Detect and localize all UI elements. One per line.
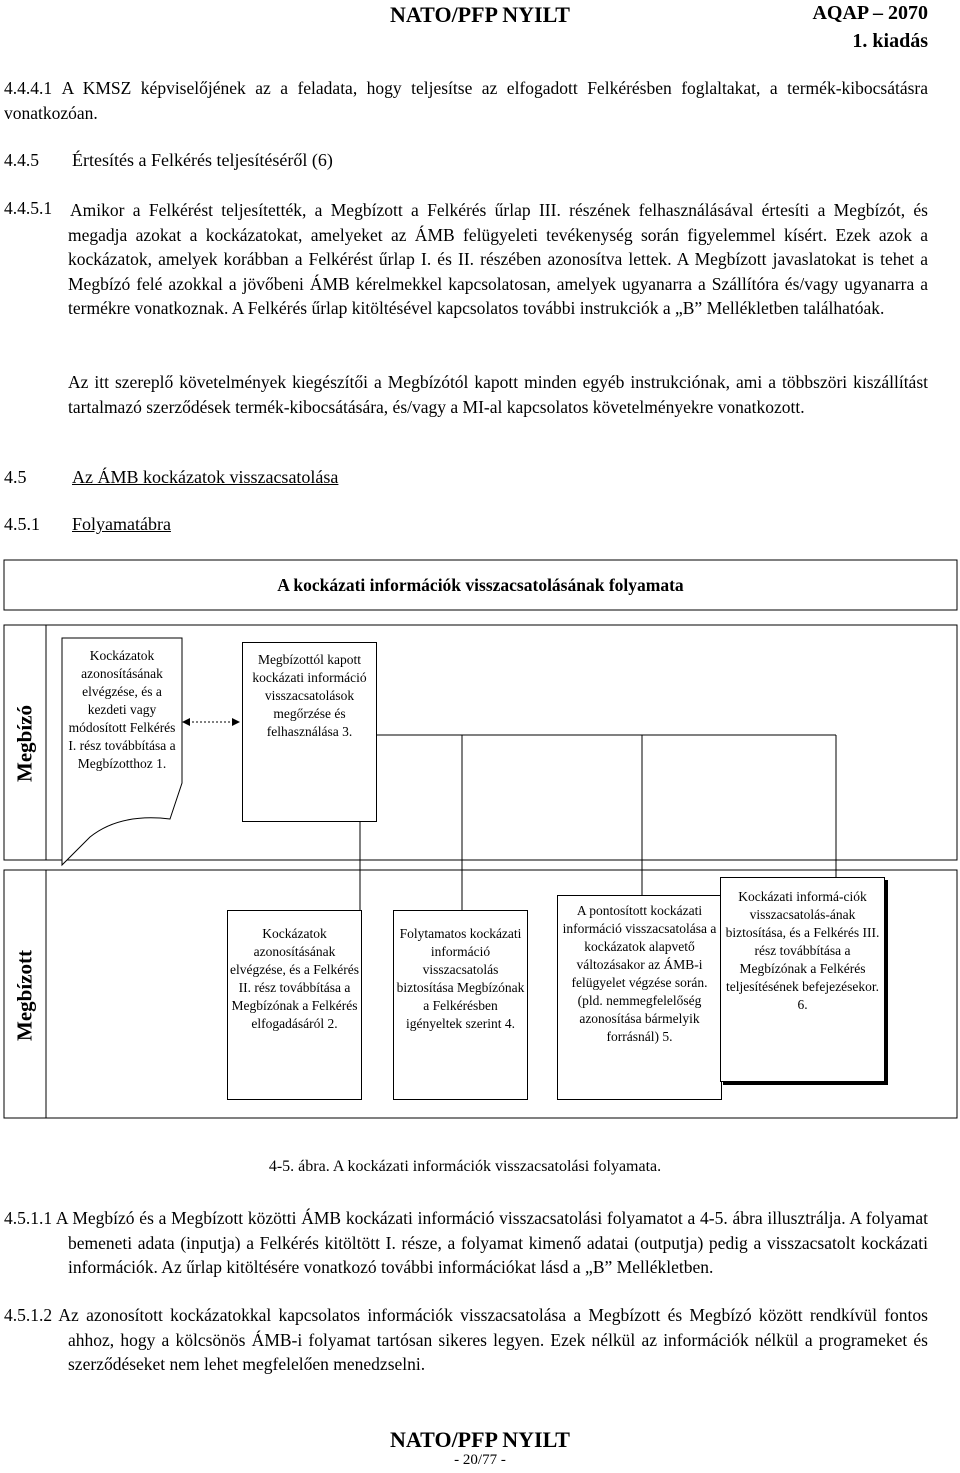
section-45-title: Az ÁMB kockázatok visszacsatolása (72, 467, 339, 487)
section-text: A Megbízó és a Megbízott közötti ÁMB kockázati információ visszacsatolási folyamatot a 4-5. ábra illusztrálja. A folyamat bemeneti adata (inputja) a Felkérés kitöltött I. része, a folyamat kimenő adatai (outputja) pedig a visszacsatolt kockázati információk. Az űrlap kitöltésére vonatkozó további információkat lásd a „B” Mellékletben. (55, 1208, 928, 1278)
section-451-number: 4.5.1 (4, 514, 40, 534)
section-text: A KMSZ képviselőjének az a feladata, hogy teljesítse az elfogadott Felkérésben foglaltakat, a termék-kibocsátásra vonatkozóan. (4, 78, 929, 123)
section-445-title: Értesítés a Felkérés teljesítéséről (6) (72, 150, 333, 170)
lane-label-megbizo: Megbízó (12, 705, 37, 782)
step-3: Megbízottól kapott kockázati információ visszacsatolások megőrzése és felhasználása 3. (242, 642, 377, 822)
flow-diagram (0, 555, 960, 1125)
section-4451-text1: Amikor a Felkérést teljesítették, a Megbízott a Felkérés űrlap III. részének felhasználásával értesíti a Megbízót, és megadja azokat a kockázatokat, amelyeket az ÁMB felügyeleti tevékenység során figyelemmel kísért. Ezek azok a kockázatok, amelyek korábban a Felkérést űrlap I. és II. részében azonosítva lettek. A Megbízott javaslatokat is tehet a Megbízó felé azokkal a jövőbeni ÁMB kérelmekkel kapcsolatosan, amelyek ugyanarra a Szállítóra és/vagy ugyanarra a termékre vonatkoznak. A Felkérés űrlap kitöltésével kapcsolatos további instrukciók a „B” Mellékletben találhatóak. (68, 200, 928, 319)
step-2: Kockázatok azonosításának elvégzése, és a Felkérés II. rész továbbítása a Megbízónak a Felkérés elfogadásáról 2. (227, 910, 362, 1100)
section-number: 4.5.1.2 (4, 1305, 53, 1325)
section-text: Az azonosított kockázatokkal kapcsolatos információk visszacsatolása a Megbízott és Megbízó között rendkívül fontos ahhoz, hogy a kölcsönös ÁMB-i folyamat tartósan sikeres legyen. Ezek nélkül az információk nélkül a programeket és szerződéseket nem lehet megfelelően menedzselni. (58, 1305, 928, 1375)
figure-caption: 4-5. ábra. A kockázati információk visszacsatolási folyamata. (268, 1158, 662, 1175)
section-number: 4.4.4.1 (4, 78, 53, 98)
step-4: Folytamatos kockázati információ visszacsatolás biztosítása Megbízónak a Felkérésben igényeltek szerint 4. (393, 910, 528, 1100)
section-4451-text2: Az itt szereplő követelmények kiegészítői a Megbízótól kapott minden egyéb instrukciónak, ami a többszöri kiszállítást tartalmazó szerződések termék-kibocsátására, és/vagy a MI-al kapcsolatos követelményekre vonatkozott. (68, 372, 928, 417)
section-45-number: 4.5 (4, 467, 27, 487)
step-6: Kockázati informá-ciók visszacsatolás-ának biztosítása, és a Felkérés III. rész továbbítása a Megbízónak a Felkérés teljesítésének befejezésekor. 6. (720, 877, 885, 1082)
section-4511 (4, 1206, 928, 1280)
section-number: 4.5.1.1 (4, 1208, 53, 1228)
page-number: - 20/77 - (454, 1452, 506, 1468)
header-doc-id: AQAP – 2070 (812, 2, 928, 24)
section-4451-number: 4.4.5.1 (4, 198, 53, 218)
header-classification: NATO/PFP NYILT (390, 2, 570, 27)
section-4512 (4, 1303, 928, 1377)
header-edition: 1. kiadás (852, 30, 928, 52)
section-445-number: 4.4.5 (4, 150, 39, 170)
lane-label-megbizott: Megbízott (12, 950, 37, 1041)
step-1: Kockázatok azonosításának elvégzése, és a kezdeti vagy módosított Felkérés I. rész továbbítása a Megbízotthoz 1. (68, 648, 176, 771)
section-451-title: Folyamatábra (72, 514, 171, 534)
step-5: A pontosított kockázati információ visszacsatolása a kockázatok alapvető változásakor az ÁMB-i felügyelet végzése során. (pld. nemmegfelelőség azonosítása bármelyik forrásnál) 5. (557, 895, 722, 1100)
section-4441 (4, 76, 928, 125)
diagram-title: A kockázati információk visszacsatolásának folyamata (277, 575, 684, 595)
footer-classification: NATO/PFP NYILT (390, 1427, 570, 1452)
